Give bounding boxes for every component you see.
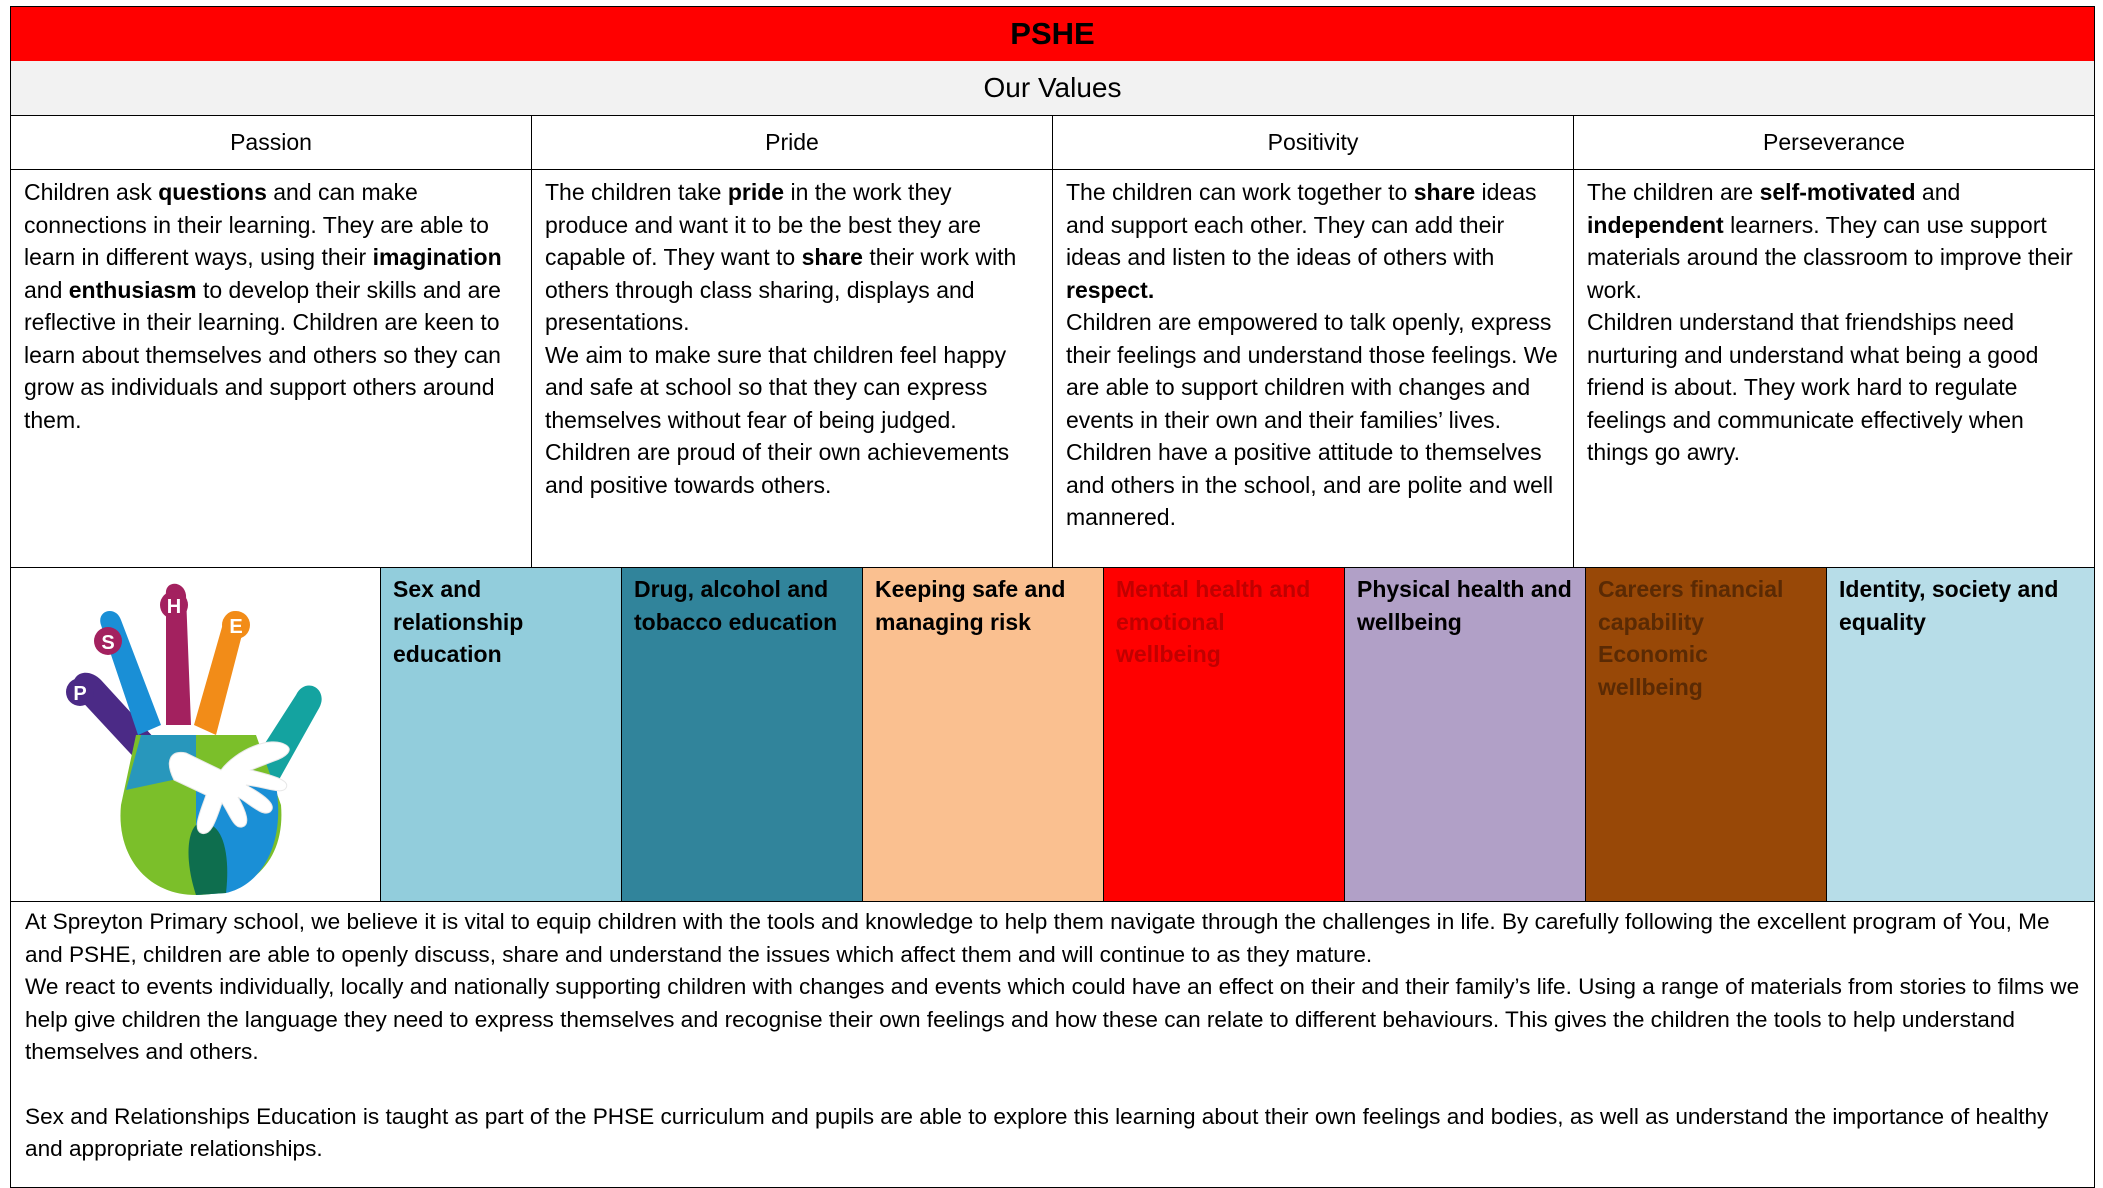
pshe-hand-logo xyxy=(11,568,381,901)
intro-paragraph-1: At Spreyton Primary school, we believe it is vital to equip children with the tools and knowledge to help them navigate through the challenges in life. By carefully following the excellent program of You, Me and PSHE, children are able to openly discuss, share and understand the issues which affect them and will continue to as they mature. xyxy=(25,909,2050,967)
topic-physical-health: Physical health and wellbeing xyxy=(1345,568,1586,901)
intro-paragraph-3: Sex and Relationships Education is taught as part of the PHSE curriculum and pupils are able to explore this learning about their own feelings and bodies, as well as understand the importance of healthy and appropriate relationships. xyxy=(25,1103,2049,1161)
pshe-document xyxy=(10,6,2095,1188)
value-passion-header: Passion xyxy=(10,116,532,170)
topic-keeping-safe: Keeping safe and managing risk xyxy=(863,568,1104,901)
passion-description: Children ask questions and can make connections in their learning. They are able to learn in different ways, using their imagination and enthusiasm to develop their skills and are reflective in their learning. Children are keen to learn about themselves and others so they can grow as individuals and support others around them. xyxy=(10,170,532,568)
logo-letter-e: E xyxy=(228,615,243,638)
perseverance-description: The children are self-motivated and independent learners. They can use support materials around the classroom to improve their work. Children understand that friendships need nurturing and understand what being a good friend is about. They work hard to regulate feelings and communicate effectively when things go awry. xyxy=(1574,170,2095,568)
values-header-row xyxy=(10,116,2095,170)
logo-letter-h: H xyxy=(166,595,181,618)
value-positivity-header: Positivity xyxy=(1053,116,1574,170)
value-perseverance-header: Perseverance xyxy=(1574,116,2095,170)
values-description-row xyxy=(10,170,2095,568)
topic-mental-health: Mental health and emotional wellbeing xyxy=(1104,568,1345,901)
pride-description: The children take pride in the work they produce and want it to be the best they are capable of. They want to share their work with others through class sharing, displays and presentations. We aim to make sure that children feel happy and safe at school so that they can express themselves without fear of being judged. Children are proud of their own achievements and positive towards others. xyxy=(532,170,1053,568)
logo-letter-s: S xyxy=(100,631,115,654)
intro-paragraph-2: We react to events individually, locally and nationally supporting children with changes and events which could have an effect on their and their family’s life. Using a range of materials from stories to films we help give children the language they need to express themselves and recognise their own feelings and how these can relate to different behaviours. This gives the children the tools to help understand themselves and others. xyxy=(25,974,2080,1064)
topics-row xyxy=(10,568,2095,902)
intro-text xyxy=(10,902,2095,1188)
topic-identity-society: Identity, society and equality xyxy=(1827,568,2094,901)
positivity-description: The children can work together to share ideas and support each other. They can add their ideas and listen to the ideas of others with respect. Children are empowered to talk openly, express their feelings and understand those feelings. We are able to support children with changes and events in their own and their families’ lives. Children have a positive attitude to themselves and others in the school, and are polite and well mannered. xyxy=(1053,170,1574,568)
value-pride-header: Pride xyxy=(532,116,1053,170)
values-heading: Our Values xyxy=(10,61,2095,116)
topic-careers-financial: Careers financial capability Economic wellbeing xyxy=(1586,568,1827,901)
page-title: PSHE xyxy=(10,6,2095,62)
topic-sex-relationship-education: Sex and relationship education xyxy=(381,568,622,901)
logo-letter-p: P xyxy=(72,682,87,705)
hand-icon xyxy=(46,575,346,895)
topic-drug-alcohol-tobacco: Drug, alcohol and tobacco education xyxy=(622,568,863,901)
